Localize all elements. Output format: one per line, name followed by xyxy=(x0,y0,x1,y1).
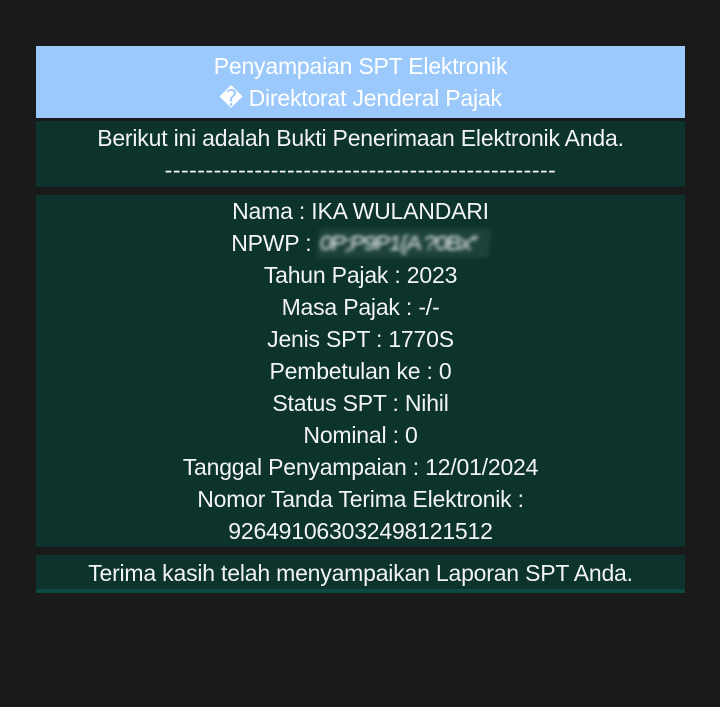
receipt-number: 926491063032498121512 xyxy=(228,518,493,544)
receipt-row xyxy=(36,195,685,227)
field-value: 0 xyxy=(438,358,452,384)
field-label: Masa Pajak : xyxy=(281,294,419,320)
header-title: Penyampaian SPT Elektronik xyxy=(213,53,508,79)
field-label: Jenis SPT : xyxy=(267,326,389,352)
field-value: 12/01/2024 xyxy=(425,454,539,480)
dashed-divider: ------------------------------------------------ xyxy=(164,157,557,183)
receipt-row xyxy=(36,291,685,323)
footer-box xyxy=(36,555,685,593)
field-value: IKA WULANDARI xyxy=(311,198,489,224)
footer-text: Terima kasih telah menyampaikan Laporan SPT Anda. xyxy=(88,560,633,586)
receipt-number-label: Nomor Tanda Terima Elektronik : xyxy=(197,486,524,512)
email-body xyxy=(0,46,720,593)
receipt-row xyxy=(36,355,685,387)
field-value-redacted: 0P;P9P1{A ?0Bx'' xyxy=(316,228,491,257)
header-banner xyxy=(36,46,685,118)
header-subtitle-row xyxy=(36,82,685,114)
receipt-row xyxy=(36,323,685,355)
field-value: 1770S xyxy=(388,326,454,352)
field-value: Nihil xyxy=(404,390,449,416)
field-label: Pembetulan ke : xyxy=(269,358,439,384)
receipt-row xyxy=(36,387,685,419)
intro-text: Berikut ini adalah Bukti Penerimaan Elektronik Anda. xyxy=(97,125,624,151)
receipt-row xyxy=(36,227,685,259)
field-label: NPWP : xyxy=(231,230,318,256)
receipt-row xyxy=(36,419,685,451)
header-subtitle: Direktorat Jenderal Pajak xyxy=(248,85,502,111)
field-label: Nama : xyxy=(232,198,312,224)
receipt-details-box xyxy=(36,195,685,547)
replacement-character-icon: � xyxy=(219,85,243,111)
field-value: 2023 xyxy=(406,262,458,288)
field-label: Status SPT : xyxy=(272,390,405,416)
field-value: 0 xyxy=(404,422,418,448)
intro-box xyxy=(36,121,685,187)
receipt-row xyxy=(36,259,685,291)
receipt-row xyxy=(36,451,685,483)
field-value: -/- xyxy=(418,294,440,320)
receipt-lines xyxy=(36,195,685,483)
field-label: Tahun Pajak : xyxy=(263,262,407,288)
field-label: Nominal : xyxy=(303,422,405,448)
field-label: Tanggal Penyampaian : xyxy=(182,454,426,480)
